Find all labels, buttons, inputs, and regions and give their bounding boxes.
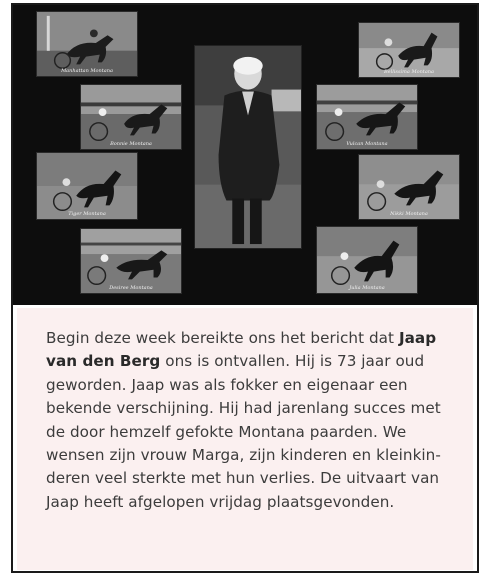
photo-caption: Desiree Montana: [109, 285, 153, 291]
article-line: Begin deze week bereikte ons het bericht dat Jaap: [46, 329, 437, 347]
photo-thumbnail: [358, 154, 460, 220]
photo-caption: Bonnie Montana: [110, 141, 152, 147]
harness-horse-photo: [81, 85, 181, 149]
photo-caption: Tiger Montana: [68, 211, 106, 217]
article-line: [46, 350, 471, 373]
harness-horse-photo: [81, 229, 181, 293]
man-portrait-image: [195, 46, 301, 248]
article-line: geworden. Jaap was als fokker en eigenaar een: [46, 375, 408, 394]
photo-thumbnail: [80, 84, 182, 150]
obituary-text: [46, 327, 471, 514]
harness-horse-photo: [317, 85, 417, 149]
article-line: de door hemzelf gefokte Montana paarden. We: [46, 422, 407, 441]
article-line: bekende verschijning. Hij had jarenlang succes met: [46, 399, 441, 418]
photo-thumbnail: [316, 226, 418, 294]
photo-caption: Nikki Montana: [390, 211, 428, 217]
photo-caption: Manhattan Montana: [61, 68, 113, 74]
article-line: Jaap heeft afgelopen vrijdag plaatsgevonden.: [46, 492, 395, 511]
photo-thumbnail: [80, 228, 182, 294]
harness-horse-photo: [359, 155, 459, 219]
photo-thumbnail: [316, 84, 418, 150]
portrait-photo: [194, 45, 302, 249]
person-name: Jaap: [398, 329, 437, 347]
photo-thumbnail: [36, 11, 138, 77]
article-line-rest: ons is ontvallen. Hij is 73 jaar oud: [160, 352, 425, 371]
photo-caption: Julia Montana: [349, 285, 385, 291]
harness-horse-photo: [317, 227, 417, 293]
photo-thumbnail: [36, 152, 138, 220]
photo-caption: Vulcan Montana: [346, 141, 388, 147]
article-line: deren veel sterkte met hun verlies. De uitvaart van: [46, 469, 440, 488]
photo-caption: Bellissima Montana: [383, 69, 434, 75]
harness-horse-photo: [37, 12, 137, 76]
harness-horse-photo: [37, 153, 137, 219]
person-name: van den Berg: [46, 352, 161, 371]
article-line: wensen zijn vrouw Marga, zijn kinderen en kleinkin-: [46, 446, 441, 465]
photo-thumbnail: [358, 22, 460, 78]
